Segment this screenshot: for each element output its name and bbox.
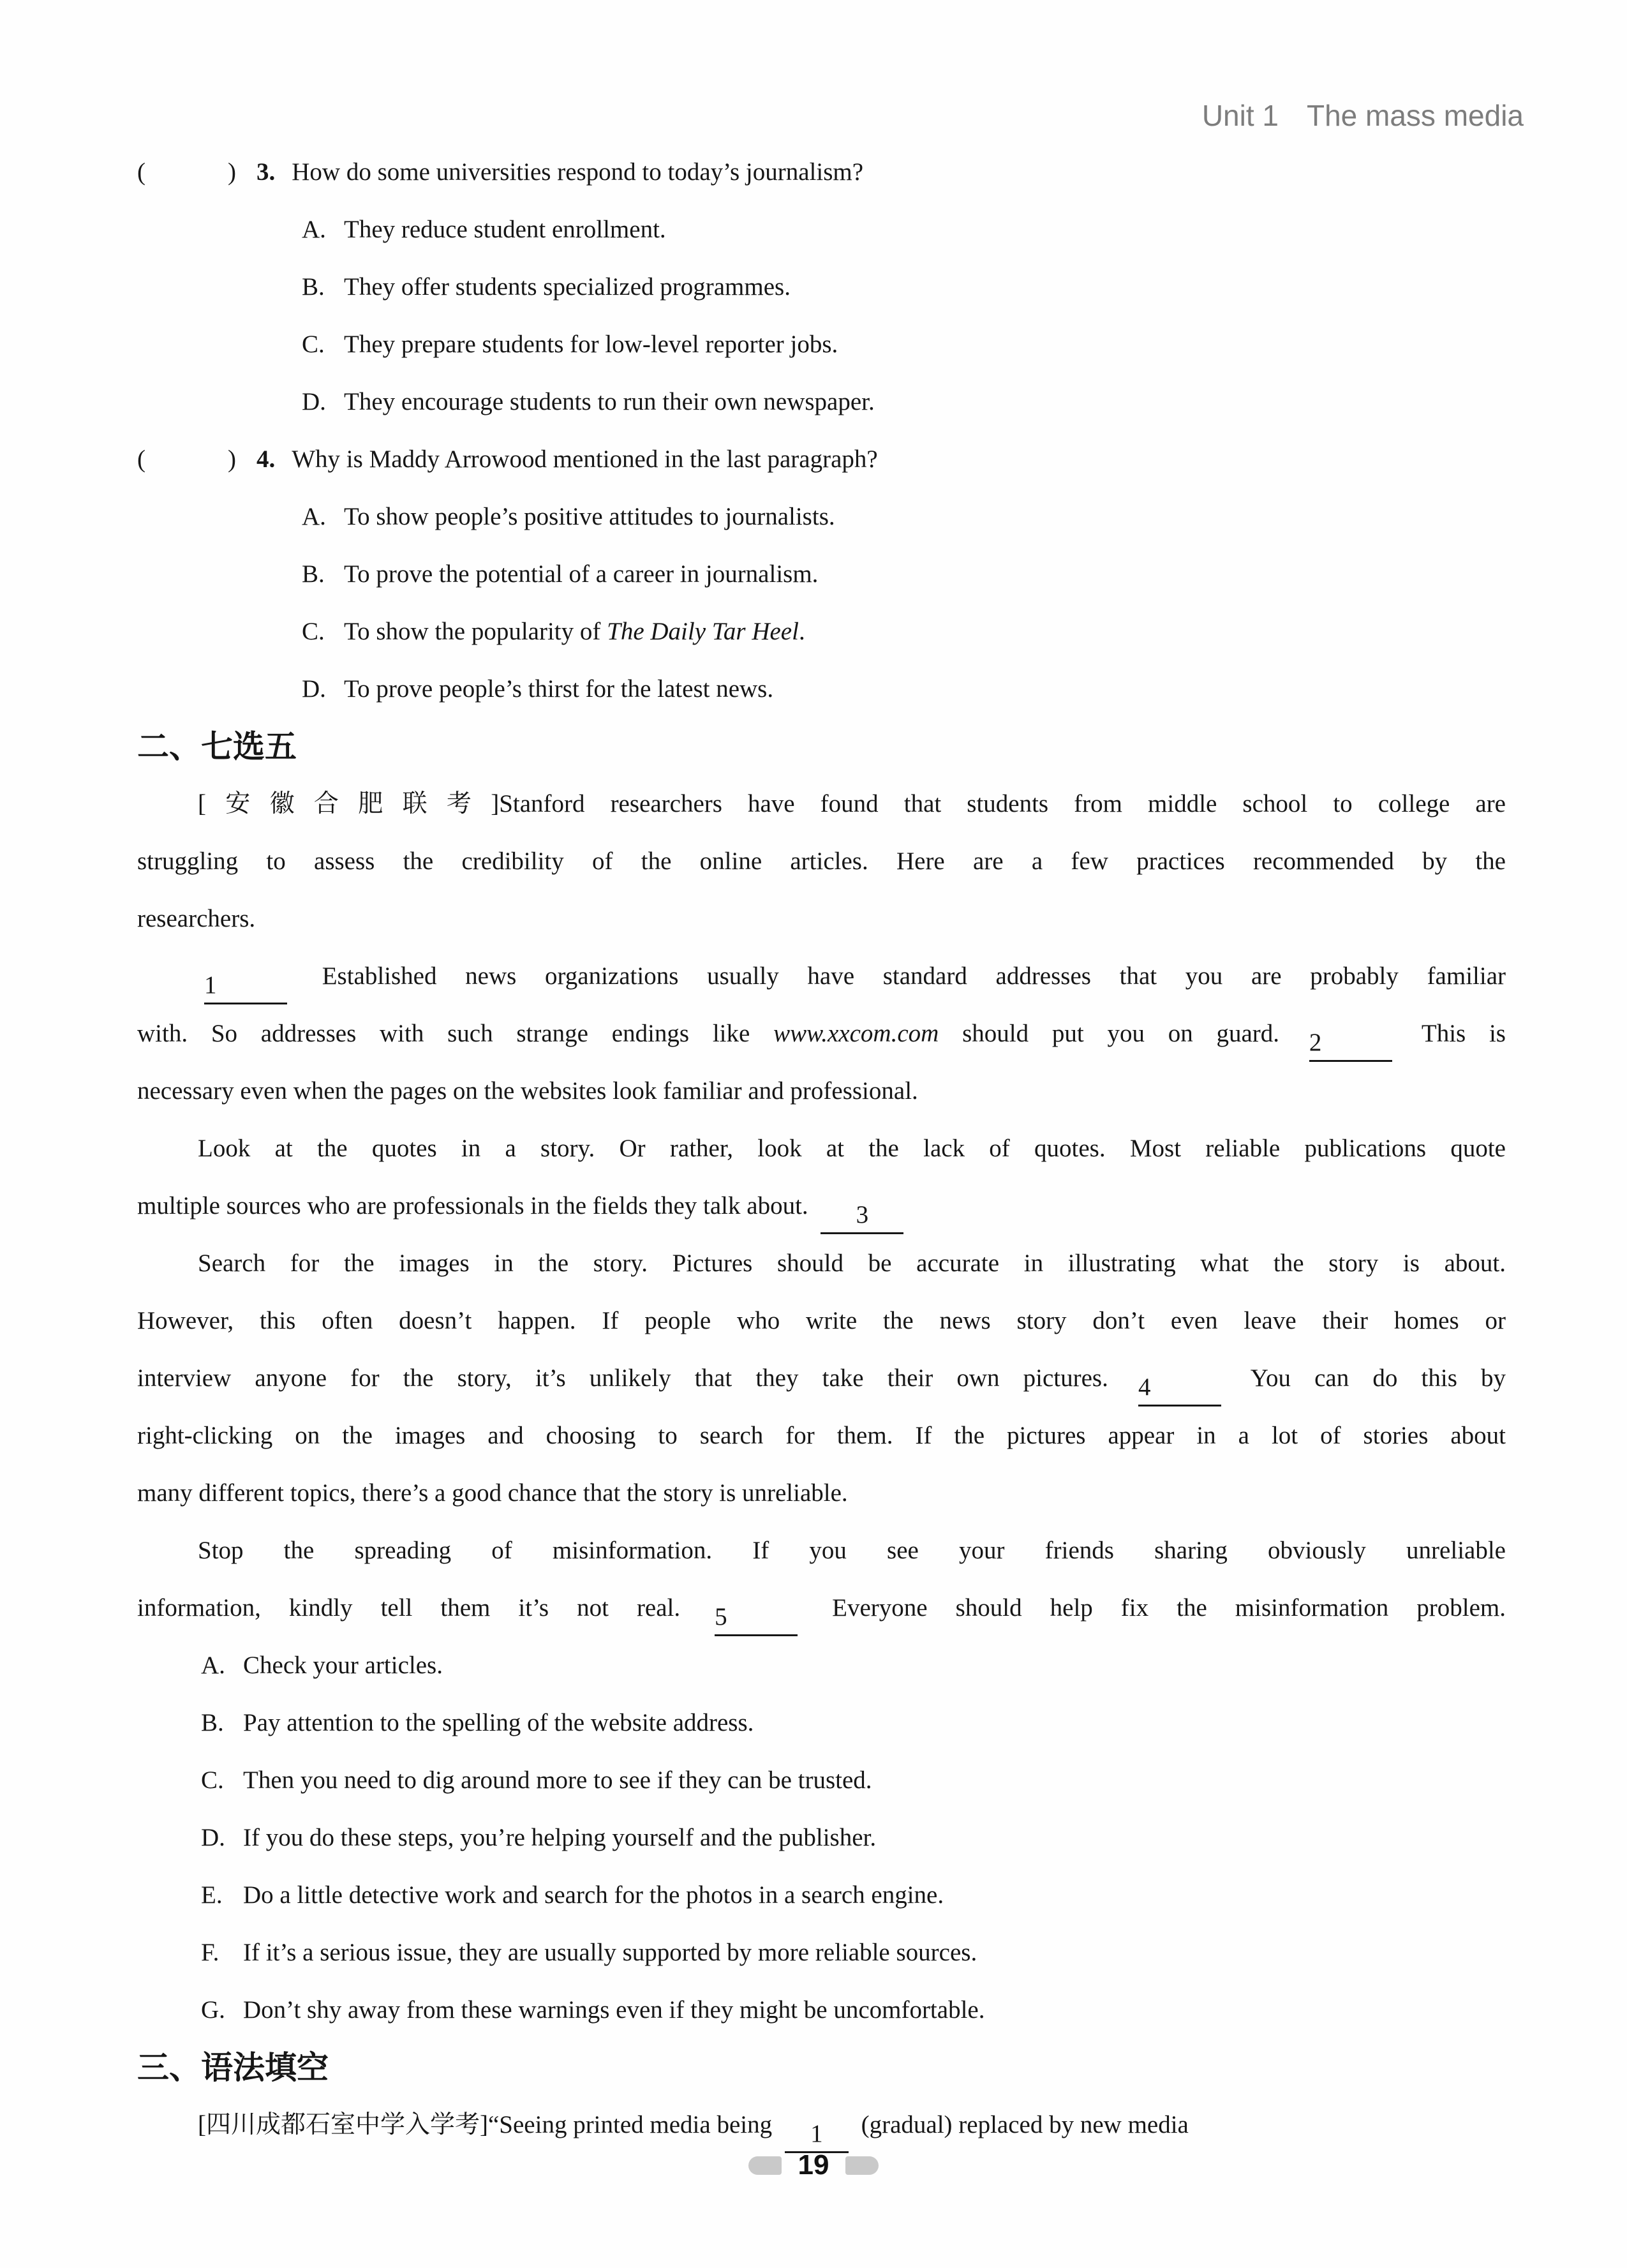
choice-label: B. xyxy=(201,1709,224,1736)
passage-text: should put you on guard. xyxy=(962,1020,1280,1047)
passage-line xyxy=(137,890,1506,948)
option-text-pre: To show the popularity of xyxy=(344,618,601,645)
passage-text: interview anyone for the story, it’s unlikely that they take their own pictures. xyxy=(137,1364,1108,1392)
option-text: They offer students specialized programmes. xyxy=(344,273,791,301)
question-4-option-a xyxy=(137,488,1506,546)
passage-line xyxy=(137,1063,1506,1120)
passage-line xyxy=(137,948,1506,1005)
passage-text: right-clicking on the images and choosing to search for them. If the pictures appear in a lot of stories about xyxy=(137,1422,1506,1449)
answer-bracket-close: ) xyxy=(228,158,236,186)
choice-c xyxy=(137,1752,1506,1809)
question-4-option-c xyxy=(137,603,1506,660)
answer-bracket-open: ( xyxy=(137,158,145,186)
choice-label: E. xyxy=(201,1881,223,1909)
passage-text: However, this often doesn’t happen. If people who write the news story don’t even leave their homes or xyxy=(137,1307,1506,1334)
running-header xyxy=(1202,97,1524,134)
option-text: They prepare students for low-level reporter jobs. xyxy=(344,331,838,358)
option-text: They encourage students to run their own newspaper. xyxy=(344,388,875,415)
passage-line xyxy=(137,775,1506,833)
question-4 xyxy=(137,431,1506,488)
fake-url: www.xxcom.com xyxy=(773,1020,939,1047)
option-text: To prove people’s thirst for the latest news. xyxy=(344,675,774,703)
section-heading-seven-choose-five: 二、七选五 xyxy=(137,729,297,765)
passage-line xyxy=(137,1522,1506,1579)
choice-text: Do a little detective work and search for the photos in a search engine. xyxy=(243,1881,944,1909)
choice-label: D. xyxy=(201,1824,225,1851)
passage-text: Established news organizations usually have standard addresses that you are probably familiar xyxy=(322,962,1506,990)
passage-text: Everyone should help fix the misinformation problem. xyxy=(832,1594,1506,1622)
passage-text: with. So addresses with such strange endings like xyxy=(137,1020,750,1047)
question-3-option-d xyxy=(137,373,1506,431)
option-label: A. xyxy=(302,503,326,530)
option-text-post: . xyxy=(798,618,805,645)
question-4-text: Why is Maddy Arrowood mentioned in the last paragraph? xyxy=(292,445,878,473)
answer-bracket-close: ) xyxy=(228,445,236,473)
passage-line xyxy=(137,1465,1506,1522)
choice-e xyxy=(137,1867,1506,1924)
blank-5: 5 xyxy=(715,1602,798,1636)
passage-text: researchers. xyxy=(137,905,256,932)
choice-text: Pay attention to the spelling of the website address. xyxy=(243,1709,754,1736)
question-3-option-c xyxy=(137,316,1506,373)
passage-line xyxy=(137,1579,1506,1637)
passage-text: necessary even when the pages on the websites look familiar and professional. xyxy=(137,1077,918,1105)
choice-label: G. xyxy=(201,1996,225,2024)
grammar-text-pre: “Seeing printed media being xyxy=(487,2111,773,2138)
choice-text: Don’t shy away from these warnings even if they might be uncomfortable. xyxy=(243,1996,985,2024)
question-3 xyxy=(137,144,1506,201)
choice-text: Check your articles. xyxy=(243,1652,443,1679)
option-label: D. xyxy=(302,388,326,415)
choice-f xyxy=(137,1924,1506,1981)
option-label: B. xyxy=(302,273,325,301)
question-3-option-b xyxy=(137,258,1506,316)
blank-3: 3 xyxy=(821,1200,903,1234)
grammar-blank-1: 1 xyxy=(785,2119,849,2153)
passage-text: This is xyxy=(1421,1020,1506,1047)
option-label: B. xyxy=(302,560,325,588)
passage-text: many different topics, there’s a good chance that the story is unreliable. xyxy=(137,1479,848,1507)
question-4-option-b xyxy=(137,546,1506,603)
passage-line xyxy=(137,1292,1506,1350)
passage-line xyxy=(137,1350,1506,1407)
question-4-option-d xyxy=(137,660,1506,718)
passage-line xyxy=(137,1407,1506,1465)
option-label: D. xyxy=(302,675,326,703)
choice-label: A. xyxy=(201,1652,225,1679)
option-text: They reduce student enrollment. xyxy=(344,216,666,243)
choice-text: If it’s a serious issue, they are usually supported by more reliable sources. xyxy=(243,1939,977,1966)
passage-line xyxy=(137,1177,1506,1235)
blank-4: 4 xyxy=(1138,1373,1221,1406)
choice-b xyxy=(137,1694,1506,1752)
option-text: To show people’s positive attitudes to journalists. xyxy=(344,503,835,530)
choice-label: F. xyxy=(201,1939,219,1966)
choice-text: If you do these steps, you’re helping yourself and the publisher. xyxy=(243,1824,877,1851)
passage-line xyxy=(137,1235,1506,1292)
question-3-text: How do some universities respond to today’s journalism? xyxy=(292,158,864,186)
source-tag: [四川成都石室中学入学考] xyxy=(198,2111,488,2138)
choice-d xyxy=(137,1809,1506,1867)
blank-1: 1 xyxy=(204,971,287,1004)
answer-bracket-open: ( xyxy=(137,445,145,473)
publication-title: The Daily Tar Heel xyxy=(607,618,799,645)
grammar-text-post: (gradual) replaced by new media xyxy=(861,2111,1189,2138)
page-footer xyxy=(0,2149,1627,2181)
choice-text: Then you need to dig around more to see if they can be trusted. xyxy=(243,1766,872,1794)
question-3-number: 3. xyxy=(256,158,276,186)
choice-label: C. xyxy=(201,1766,224,1794)
passage-text: Search for the images in the story. Pictures should be accurate in illustrating what the story is about. xyxy=(198,1250,1506,1277)
option-label: A. xyxy=(302,216,326,243)
passage-text: Stop the spreading of misinformation. If you see your friends sharing obviously unreliable xyxy=(198,1537,1506,1564)
footer-pill-left xyxy=(748,2156,782,2175)
question-4-number: 4. xyxy=(256,445,276,473)
blank-2: 2 xyxy=(1309,1028,1392,1062)
passage-text: information, kindly tell them it’s not real. xyxy=(137,1594,681,1622)
passage-text: struggling to assess the credibility of the online articles. Here are a few practices recommended by the xyxy=(137,847,1506,875)
section-heading-grammar-fill: 三、语法填空 xyxy=(137,2050,329,2085)
passage-line xyxy=(137,1120,1506,1177)
option-text: To prove the potential of a career in journalism. xyxy=(344,560,819,588)
page-number: 19 xyxy=(798,2149,829,2181)
passage-text: Stanford researchers have found that students from middle school to college are xyxy=(499,790,1506,817)
passage-line xyxy=(137,1005,1506,1063)
option-label: C. xyxy=(302,618,325,645)
question-3-option-a xyxy=(137,201,1506,258)
choice-g xyxy=(137,1981,1506,2039)
source-tag: [安徽合肥联考] xyxy=(198,790,500,817)
unit-title: The mass media xyxy=(1306,99,1524,132)
passage-text: multiple sources who are professionals in the fields they talk about. xyxy=(137,1192,808,1220)
page-content xyxy=(137,144,1506,2154)
footer-pill-right xyxy=(845,2156,879,2175)
unit-label: Unit 1 xyxy=(1201,99,1279,132)
passage-text: You can do this by xyxy=(1250,1364,1506,1392)
passage-text: Look at the quotes in a story. Or rather, look at the lack of quotes. Most reliable publications quote xyxy=(198,1135,1506,1162)
grammar-fill-line xyxy=(137,2096,1506,2154)
choice-a xyxy=(137,1637,1506,1694)
passage-line xyxy=(137,833,1506,890)
option-label: C. xyxy=(302,331,325,358)
